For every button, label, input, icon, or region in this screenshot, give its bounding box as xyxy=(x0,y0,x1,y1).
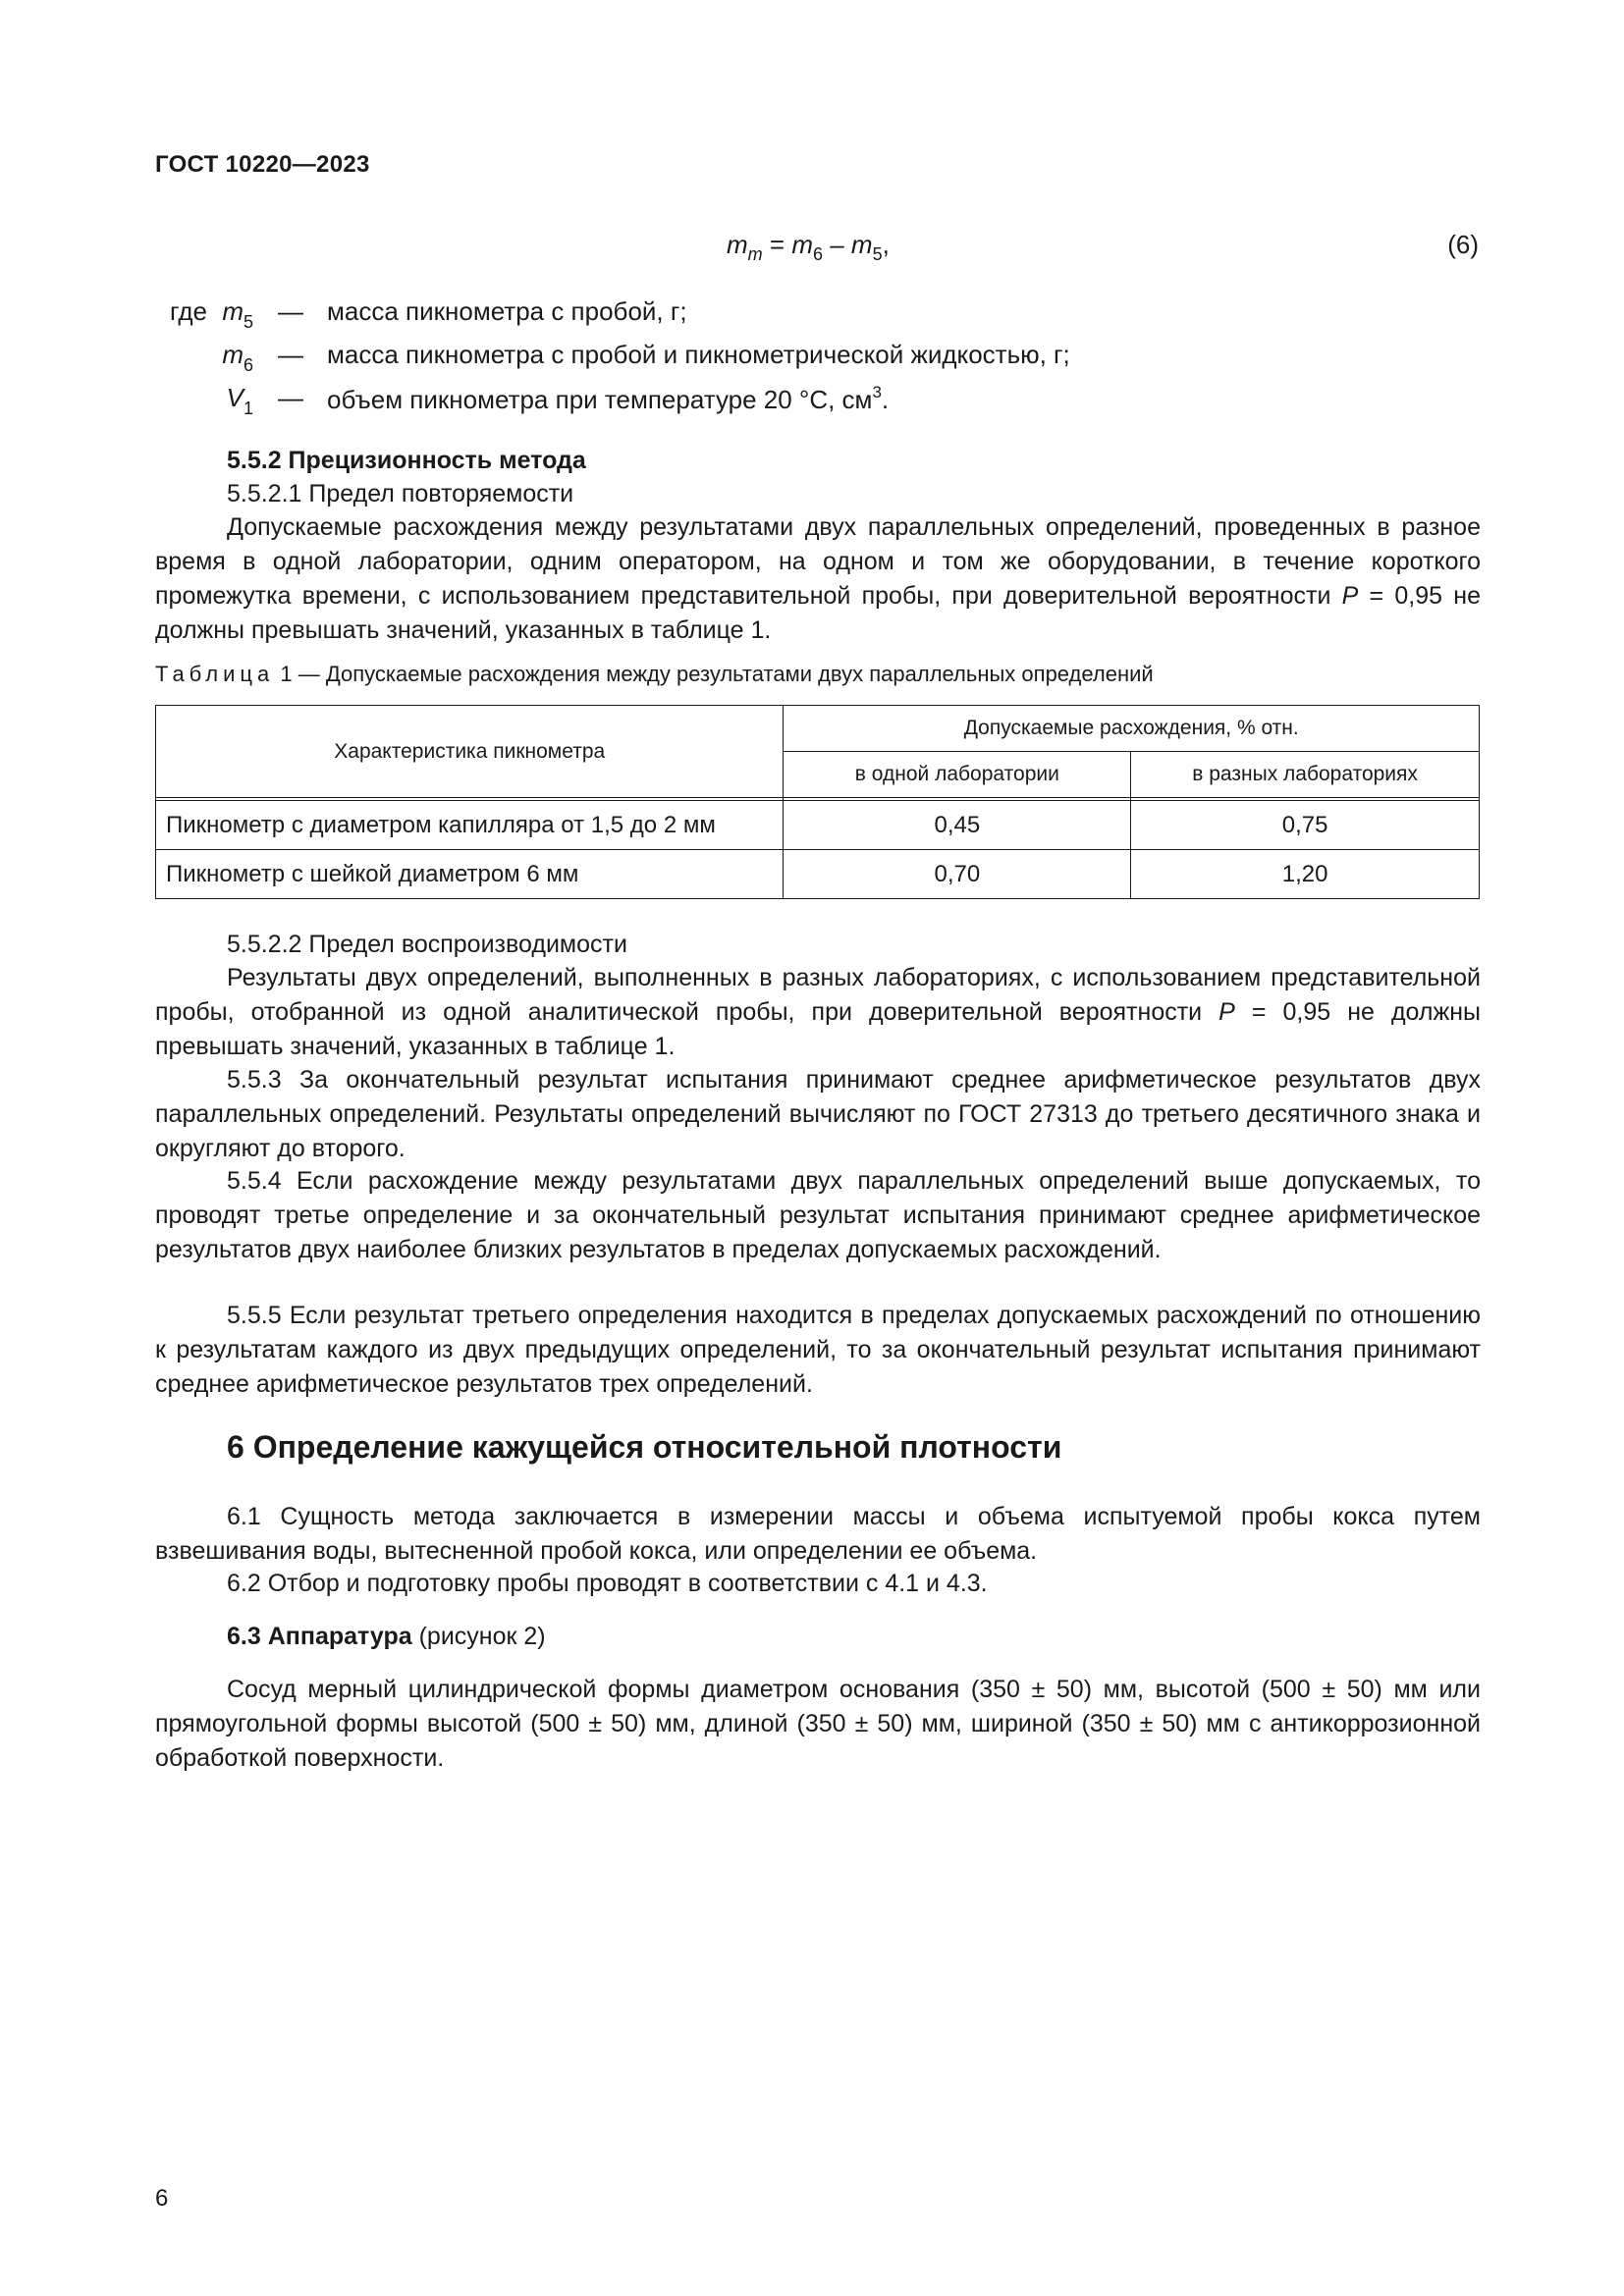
table-1-caption xyxy=(155,662,1154,687)
row-name: Пикнометр с шейкой диаметром 6 мм xyxy=(156,850,784,899)
caption-word: Таблица xyxy=(155,662,275,686)
para-var: Р xyxy=(1341,582,1359,610)
formula-equals: = xyxy=(762,230,792,259)
where-symbol-m6 xyxy=(155,340,253,376)
formula-number: (6) xyxy=(1447,230,1479,259)
paragraph-5-5-4: 5.5.4 Если расхождение между результатами двух параллельных определений выше допускаемых, то проводят третье определение и за окончательный результат испытания принимают среднее арифметическое результатов двух наиболее близких результатов в пределах допускаемых расхождений. xyxy=(155,1167,1481,1263)
section-5-5-2-title: 5.5.2 Прецизионность метода xyxy=(227,447,586,474)
where-def-m6: масса пикнометра с пробой и пикнометрической жидкостью, г; xyxy=(327,340,1070,369)
paragraph-6-1: 6.1 Сущность метода заключается в измерении массы и объема испытуемой пробы кокса путем взвешивания воды, вытесненной пробой кокса, или определении ее объема. xyxy=(155,1503,1481,1565)
document-code-header: ГОСТ 10220—2023 xyxy=(155,151,370,178)
header-different-labs: в разных лабораториях xyxy=(1131,752,1480,798)
paragraph-vessel: Сосуд мерный цилиндрической формы диаметром основания (350 ± 50) мм, высотой (500 ± 50) мм или прямоугольной формы высотой (500 ± 50) мм, длиной (350 ± 50) мм, шириной (350 ± 50) мм с антикоррозионной обработкой поверхности. xyxy=(155,1676,1481,1772)
row-diff-labs: 1,20 xyxy=(1131,850,1480,899)
para-text-end: = 0,95 не должны превышать значений, указанных в таблице 1. xyxy=(155,998,1481,1060)
paragraph-5-5-3: 5.5.3 За окончательный результат испытания принимают среднее арифметическое результатов двух параллельных определений. Результаты определений вычисляют по ГОСТ 27313 до третьего десятичного знака и округляют до второго. xyxy=(155,1066,1481,1162)
para-text: Допускаемые расхождения между результатами двух параллельных определений, проведенных в разное время в одной лаборатории, одним оператором, на одном и том же оборудовании, в течение короткого промежутка времени, с использованием представительной пробы, при доверительной вероятности xyxy=(155,513,1481,610)
where-def-m5: масса пикнометра с пробой, г; xyxy=(327,296,687,326)
def-tail: . xyxy=(881,385,890,414)
paragraph-6-2: 6.2 Отбор и подготовку пробы проводят в соответствии с 4.1 и 4.3. xyxy=(227,1570,988,1597)
formula-term1: m xyxy=(791,230,813,259)
section-6-heading: 6 Определение кажущейся относительной плотности xyxy=(227,1429,1062,1465)
section-5-5-2-2-title: 5.5.2.2 Предел воспроизводимости xyxy=(227,931,627,958)
header-one-lab: в одной лаборатории xyxy=(784,752,1131,798)
where-symbol-v1 xyxy=(155,383,253,419)
row-name: Пикнометр с диаметром капилляра от 1,5 до 2 мм xyxy=(156,801,784,850)
formula-minus: – xyxy=(823,230,851,259)
row-one-lab: 0,45 xyxy=(784,801,1131,850)
where-dash: — xyxy=(278,340,303,369)
title-rest: (рисунок 2) xyxy=(411,1623,546,1650)
table-1 xyxy=(155,705,1480,899)
where-dash: — xyxy=(278,296,303,326)
row-one-lab: 0,70 xyxy=(784,850,1131,899)
paragraph-reproducibility xyxy=(155,961,1481,1064)
paragraph-repeatability xyxy=(155,510,1481,648)
para-var: Р xyxy=(1218,998,1235,1026)
table-row xyxy=(156,801,1480,850)
caption-rest: 1 — Допускаемые расхождения между результатами двух параллельных определений xyxy=(274,662,1154,686)
formula-6 xyxy=(727,230,890,265)
symbol-subscript: 6 xyxy=(243,355,253,375)
where-symbol-m5 xyxy=(155,296,253,333)
header-characteristic: Характеристика пикнометра xyxy=(156,706,784,798)
def-superscript: 3 xyxy=(872,383,882,401)
paragraph-5-5-5: 5.5.5 Если результат третьего определения находится в пределах допускаемых расхождений по отношению к результатам каждого из двух предыдущих определений, то за окончательный результат испытания принимают среднее арифметическое результатов трех определений. xyxy=(155,1302,1481,1398)
symbol-subscript: 1 xyxy=(243,399,253,418)
section-5-5-2-1-title: 5.5.2.1 Предел повторяемости xyxy=(227,480,574,507)
title-bold: 6.3 Аппаратура xyxy=(227,1623,412,1650)
symbol-letter: m xyxy=(222,296,244,326)
formula-lhs: m xyxy=(727,230,748,259)
def-text: объем пикнометра при температуре 20 °С, см xyxy=(327,385,873,414)
symbol-letter: V xyxy=(226,383,244,412)
formula-term2: m xyxy=(850,230,873,259)
para-text: Результаты двух определений, выполненных в разных лабораториях, с использованием представительной пробы, отобранной из одной аналитической пробы, при доверительной вероятности xyxy=(155,964,1481,1026)
para-text-end: = 0,95 не должны превышать значений, указанных в таблице 1. xyxy=(155,582,1481,644)
row-diff-labs: 0,75 xyxy=(1131,801,1480,850)
page-number: 6 xyxy=(155,2185,169,2212)
table-row xyxy=(156,850,1480,899)
formula-term2-sub: 5 xyxy=(872,244,883,264)
formula-term1-sub: 6 xyxy=(812,244,823,264)
where-dash: — xyxy=(278,383,303,412)
symbol-letter: m xyxy=(222,340,244,369)
header-tolerances: Допускаемые расхождения, % отн. xyxy=(784,706,1480,752)
formula-lhs-sub: m xyxy=(747,244,763,264)
section-6-3-title xyxy=(227,1620,546,1654)
formula-tail: , xyxy=(882,230,890,259)
where-def-v1 xyxy=(327,383,889,415)
where-intro: где xyxy=(170,296,207,326)
symbol-subscript: 5 xyxy=(243,312,253,332)
